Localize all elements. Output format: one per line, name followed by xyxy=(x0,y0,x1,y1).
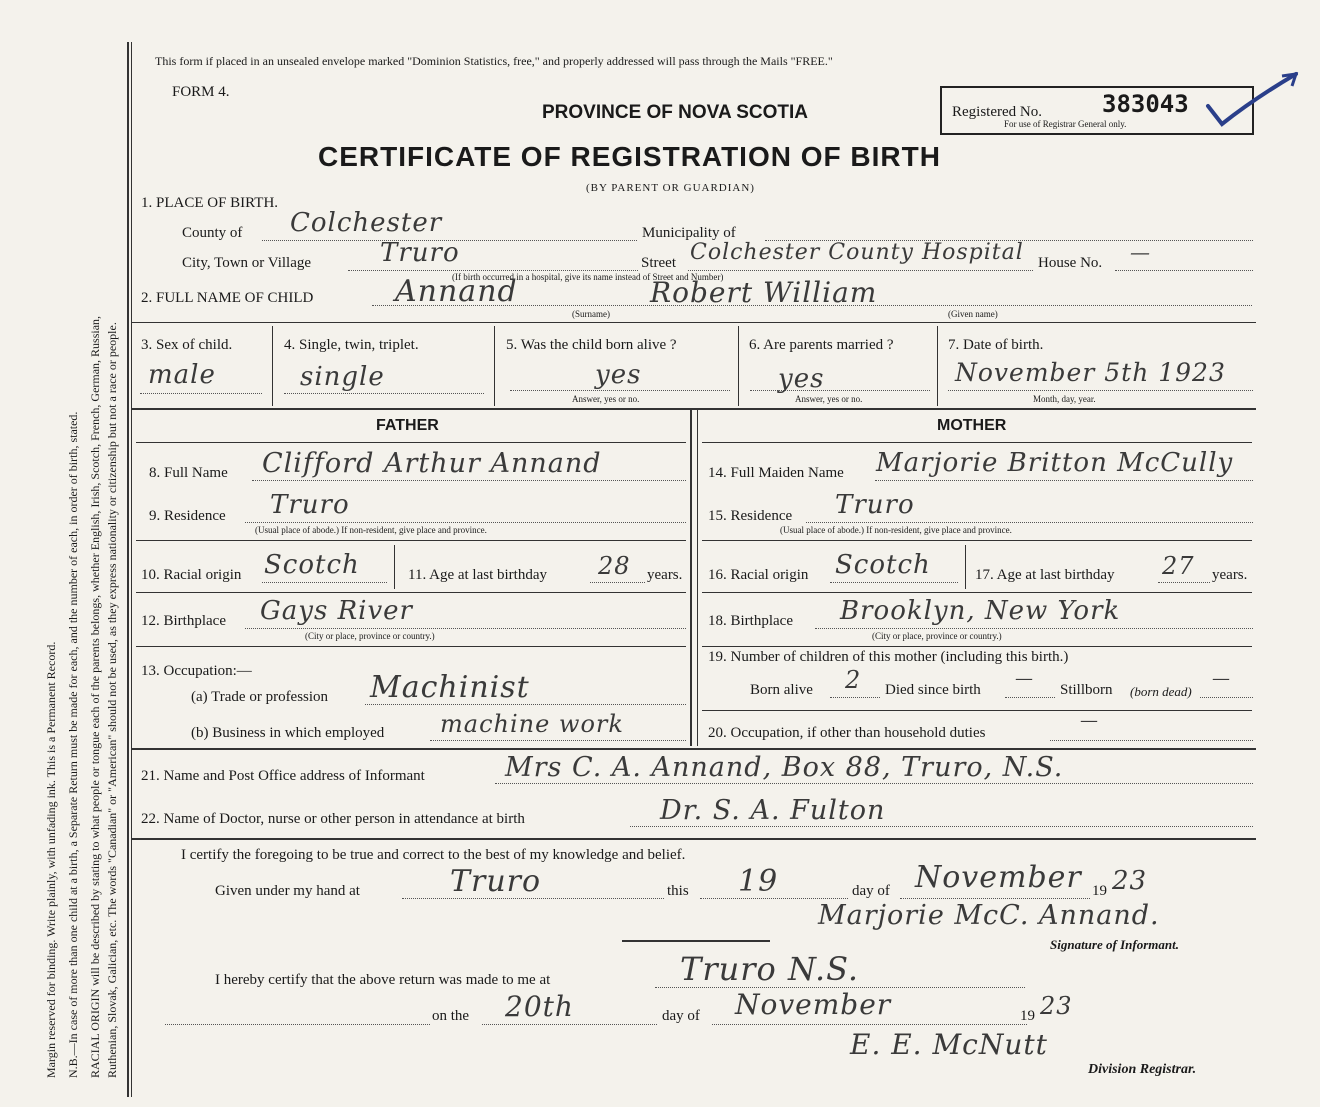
house-line xyxy=(1115,270,1253,271)
margin-note-binding: Margin reserved for binding. Write plainly, with unfading ink. This is a Permanent Record. xyxy=(44,641,58,1078)
mother-birthplace-caption: (City or place, province or country.) xyxy=(872,631,1002,641)
child-surname-value: Annand xyxy=(395,274,518,309)
mother-age-label: 17. Age at last birthday xyxy=(975,567,1115,583)
certification-day-of-label: day of xyxy=(852,883,890,899)
plurality-label: 4. Single, twin, triplet. xyxy=(284,337,419,353)
street-line xyxy=(688,270,1033,271)
signature-of-informant-caption: Signature of Informant. xyxy=(1050,937,1179,952)
row-divider xyxy=(132,748,1256,750)
father-trade-value: Machinist xyxy=(370,670,530,705)
postal-note: This form if placed in an unsealed envelope marked "Dominion Statistics, free," and properly addressed will pass through the Mails "FREE." xyxy=(155,54,833,68)
surname-caption: (Surname) xyxy=(572,309,610,319)
father-name-line xyxy=(252,480,686,481)
mother-birthplace-label: 18. Birthplace xyxy=(708,613,793,629)
row-divider xyxy=(136,646,686,647)
registrar-use-note: For use of Registrar General only. xyxy=(1004,119,1127,129)
date-of-birth-label: 7. Date of birth. xyxy=(948,337,1044,353)
father-business-value: machine work xyxy=(440,710,624,738)
city-line xyxy=(348,270,638,271)
father-age-value: 28 xyxy=(598,552,631,580)
doctor-label: 22. Name of Doctor, nurse or other person in attendance at birth xyxy=(141,811,525,827)
registered-number-value: 383043 xyxy=(1102,90,1189,118)
place-of-birth-label: 1. PLACE OF BIRTH. xyxy=(141,195,279,211)
row-divider xyxy=(702,540,1252,541)
row-divider xyxy=(132,838,1256,840)
mother-race-label: 16. Racial origin xyxy=(708,567,809,583)
registrar-day-value: 20th xyxy=(505,990,574,1023)
separator-line xyxy=(622,940,770,942)
mother-age-unit: years. xyxy=(1212,567,1248,583)
sex-label: 3. Sex of child. xyxy=(141,337,233,353)
died-since-birth-label: Died since birth xyxy=(885,682,981,698)
father-business-label: (b) Business in which employed xyxy=(191,725,385,741)
row-divider xyxy=(132,408,1256,410)
municipality-label: Municipality of xyxy=(642,225,736,241)
father-residence-label: 9. Residence xyxy=(149,508,226,524)
given-place-value: Truro xyxy=(450,864,542,899)
mother-name-label: 14. Full Maiden Name xyxy=(708,465,844,481)
mother-birthplace-value: Brooklyn, New York xyxy=(840,596,1121,626)
informant-value: Mrs C. A. Annand, Box 88, Truro, N.S. xyxy=(505,752,1064,783)
born-alive-answer: yes xyxy=(595,360,642,390)
house-value: — xyxy=(1130,240,1151,264)
child-given-name-value: Robert William xyxy=(650,276,878,309)
father-birthplace-label: 12. Birthplace xyxy=(141,613,226,629)
date-of-birth-caption: Month, day, year. xyxy=(1033,394,1096,404)
row-divider xyxy=(702,646,1252,647)
born-alive-count-label: Born alive xyxy=(750,682,813,698)
plurality-value: single xyxy=(300,362,385,392)
informant-label: 21. Name and Post Office address of Informant xyxy=(141,768,425,784)
row-divider xyxy=(136,442,686,443)
mother-birthplace-line xyxy=(815,628,1253,629)
informant-line xyxy=(495,783,1253,784)
col-divider xyxy=(738,326,739,406)
father-residence-line xyxy=(245,522,686,523)
hospital-note: (If birth occurred in a hospital, give its name instead of Street and Number) xyxy=(452,272,724,282)
registrar-month-value: November xyxy=(735,988,892,1021)
margin-note-multiple-births: N.B.—In case of more than one child at a birth, a Separate Return must be made for each, and the number of each, in order of birth, stated. xyxy=(66,411,80,1078)
doctor-line xyxy=(630,826,1253,827)
certification-statement: I certify the foregoing to be true and correct to the best of my knowledge and belief. xyxy=(181,847,686,863)
house-label: House No. xyxy=(1038,255,1103,271)
registrar-year-prefix: 19 xyxy=(1020,1008,1035,1024)
division-registrar-caption: Division Registrar. xyxy=(1088,1062,1197,1077)
registrar-month-line xyxy=(712,1024,1027,1025)
col-divider xyxy=(965,545,966,589)
father-residence-value: Truro xyxy=(270,490,350,520)
certification-month-value: November xyxy=(915,860,1082,895)
born-alive-caption: Answer, yes or no. xyxy=(572,394,640,404)
given-name-caption: (Given name) xyxy=(948,309,998,319)
row-divider xyxy=(136,540,686,541)
father-trade-label: (a) Trade or profession xyxy=(191,689,329,705)
died-since-birth-line xyxy=(1005,697,1055,698)
row-divider xyxy=(132,322,1256,323)
father-race-line xyxy=(262,582,387,583)
registered-number-label: Registered No. xyxy=(952,104,1042,120)
form-number: FORM 4. xyxy=(172,84,230,100)
mother-age-value: 27 xyxy=(1162,552,1195,580)
row-divider xyxy=(702,592,1252,593)
col-divider xyxy=(272,326,273,406)
mother-name-value: Marjorie Britton McCully xyxy=(876,448,1234,478)
mother-children-label: 19. Number of children of this mother (including this birth.) xyxy=(708,649,1069,665)
date-of-birth-value: November 5th 1923 xyxy=(955,358,1226,387)
certificate-subtitle: (BY PARENT OR GUARDIAN) xyxy=(586,182,755,194)
row-divider xyxy=(702,710,1252,711)
margin-note-racial-origin: RACIAL ORIGIN will be described by stating to what people or tongue each of the parents belongs, whether English, Irish, Scotch, French, German, Russian, xyxy=(88,315,102,1078)
child-name-label: 2. FULL NAME OF CHILD xyxy=(141,290,314,306)
city-label: City, Town or Village xyxy=(182,255,312,271)
father-birthplace-caption: (City or place, province or country.) xyxy=(305,631,435,641)
form-left-border xyxy=(127,42,129,1097)
this-label: this xyxy=(667,883,689,899)
parents-married-answer: yes xyxy=(778,364,825,394)
mother-race-value: Scotch xyxy=(835,550,931,580)
mother-occupation-label: 20. Occupation, if other than household duties xyxy=(708,725,986,741)
father-age-label: 11. Age at last birthday xyxy=(408,567,547,583)
certificate-title: CERTIFICATE OF REGISTRATION OF BIRTH xyxy=(318,141,941,172)
row-divider xyxy=(136,592,686,593)
county-label: County of xyxy=(182,225,243,241)
father-business-line xyxy=(430,740,686,741)
registrar-on-label: on the xyxy=(432,1008,470,1024)
registrar-year-value: 23 xyxy=(1040,992,1073,1020)
doctor-value: Dr. S. A. Fulton xyxy=(660,795,886,826)
father-birthplace-value: Gays River xyxy=(260,596,413,626)
parents-married-question: 6. Are parents married ? xyxy=(749,337,894,353)
form-left-border-inner xyxy=(131,42,132,1097)
certification-year-value: 23 xyxy=(1112,866,1148,896)
county-value: Colchester xyxy=(290,208,443,238)
father-occupation-label: 13. Occupation:— xyxy=(141,663,252,679)
father-race-label: 10. Racial origin xyxy=(141,567,242,583)
sex-value: male xyxy=(148,360,216,390)
street-value: Colchester County Hospital xyxy=(690,240,1024,265)
father-heading: FATHER xyxy=(376,417,439,434)
city-value: Truro xyxy=(380,238,460,268)
born-alive-question: 5. Was the child born alive ? xyxy=(506,337,677,353)
father-age-line xyxy=(590,582,645,583)
father-birthplace-line xyxy=(245,628,686,629)
parents-column-divider-inner xyxy=(697,410,698,746)
mother-occupation-value: — xyxy=(1080,710,1099,731)
registrar-day-line xyxy=(482,1024,657,1025)
stillborn-value: — xyxy=(1212,668,1231,689)
margin-note-racial-origin-cont: Ruthenian, Slovak, Galician, etc. The words "Canadian" or "American" should not be used, as they express nationality or citizenship but not a race or people. xyxy=(105,322,119,1078)
certification-day-value: 19 xyxy=(738,864,779,899)
sex-line xyxy=(140,393,262,394)
father-race-value: Scotch xyxy=(264,550,360,580)
registrar-leading-line xyxy=(165,1024,430,1025)
date-of-birth-line xyxy=(948,390,1253,391)
check-mark-icon xyxy=(1200,68,1305,138)
province-heading: PROVINCE OF NOVA SCOTIA xyxy=(542,102,809,123)
col-divider xyxy=(937,326,938,406)
registrar-day-of-label: day of xyxy=(662,1008,700,1024)
row-divider xyxy=(702,442,1252,443)
born-alive-count-line xyxy=(830,697,880,698)
born-alive-line xyxy=(510,390,730,391)
mother-residence-line xyxy=(806,522,1253,523)
father-age-unit: years. xyxy=(647,567,683,583)
died-since-birth-value: — xyxy=(1015,668,1034,689)
mother-residence-value: Truro xyxy=(835,490,915,520)
informant-signature: Marjorie McC. Annand. xyxy=(818,900,1160,931)
registrar-signature: E. E. McNutt xyxy=(850,1028,1048,1061)
registrar-statement: I hereby certify that the above return was made to me at xyxy=(215,972,551,988)
born-alive-count-value: 2 xyxy=(845,666,862,694)
mother-age-line xyxy=(1158,582,1210,583)
father-name-label: 8. Full Name xyxy=(149,465,228,481)
certification-year-prefix: 19 xyxy=(1092,883,1107,899)
mother-residence-caption: (Usual place of abode.) If non-resident, give place and province. xyxy=(780,525,1012,535)
mother-name-line xyxy=(875,480,1253,481)
col-divider xyxy=(394,545,395,589)
stillborn-label: Stillborn xyxy=(1060,682,1113,698)
mother-residence-label: 15. Residence xyxy=(708,508,793,524)
stillborn-caption: (born dead) xyxy=(1130,684,1192,699)
parents-column-divider xyxy=(690,410,692,746)
father-residence-caption: (Usual place of abode.) If non-resident, give place and province. xyxy=(255,525,487,535)
mother-occupation-line xyxy=(1050,740,1253,741)
stillborn-line xyxy=(1200,697,1253,698)
mother-heading: MOTHER xyxy=(937,417,1007,434)
given-under-hand-label: Given under my hand at xyxy=(215,883,360,899)
mother-race-line xyxy=(830,582,958,583)
parents-married-line xyxy=(750,390,930,391)
month-line xyxy=(900,898,1090,899)
plurality-line xyxy=(284,393,484,394)
street-label: Street xyxy=(641,255,676,271)
col-divider xyxy=(494,326,495,406)
father-name-value: Clifford Arthur Annand xyxy=(262,448,602,479)
registrar-place-value: Truro N.S. xyxy=(680,950,860,988)
parents-married-caption: Answer, yes or no. xyxy=(795,394,863,404)
